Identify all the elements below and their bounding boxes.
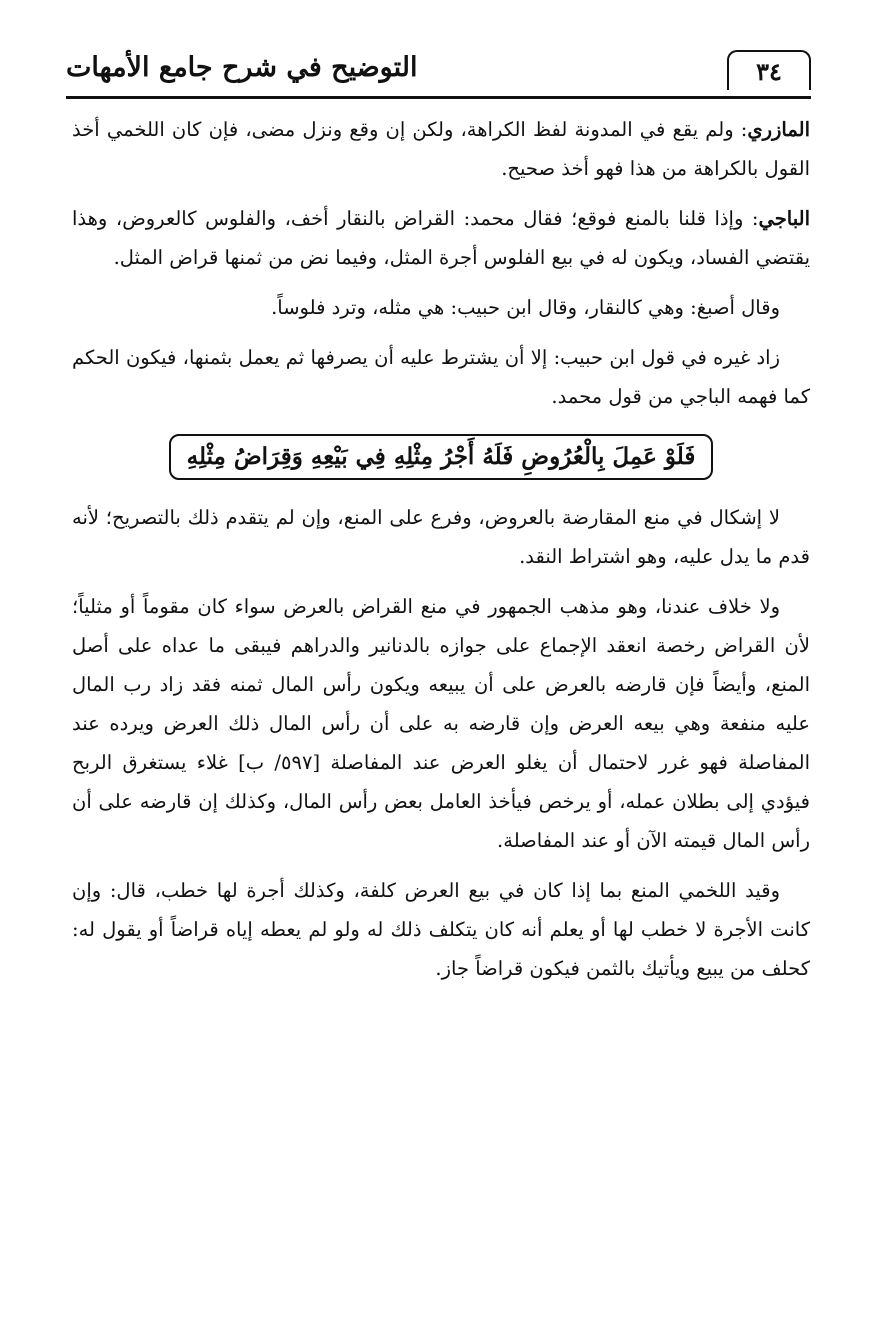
matn-text-box: فَلَوْ عَمِلَ بِالْعُرُوضِ فَلَهُ أَجْرُ مِثْلِهِ فِي بَيْعِهِ وَقِرَاضُ مِثْلِهِ	[169, 434, 714, 480]
paragraph-ibn-habib: زاد غيره في قول ابن حبيب: إلا أن يشترط عليه أن يصرفها ثم يعمل بثمنها، فيكون الحكم كما فهمه الباجي من قول محمد.	[72, 346, 810, 408]
paragraph-baji	[72, 199, 810, 277]
paragraph-asbagh: وقال أصبغ: وهي كالنقار، وقال ابن حبيب: هي مثله، وترد فلوساً.	[271, 296, 780, 319]
running-title: التوضيح في شرح جامع الأمهات	[66, 52, 418, 83]
paragraph-text: : وإذا قلنا بالمنع فوقع؛ فقال محمد: القراض بالنقار أخف، والفلوس كالعروض، وهذا يقتضي الفساد، ويكون له في بيع الفلوس أجرة المثل، وفيما نض من ثمنها قراض المثل.	[72, 207, 810, 269]
paragraph-mazari	[72, 110, 810, 188]
page-number: ٣٤	[727, 50, 811, 90]
speaker-name: المازري	[747, 118, 810, 141]
speaker-name: الباجي	[758, 207, 810, 230]
matn-container	[72, 434, 810, 480]
paragraph-text: : ولم يقع في المدونة لفظ الكراهة، ولكن إن وقع ونزل مضى، فإن كان اللخمي أخذ القول بالكراهة من هذا فهو أخذ صحيح.	[72, 118, 810, 180]
page-body	[72, 110, 810, 999]
header-divider	[66, 96, 811, 99]
commentary-paragraph: وقيد اللخمي المنع بما إذا كان في بيع العرض كلفة، وكذلك أجرة لها خطب، قال: وإن كانت الأجرة لا خطب لها أو يعلم أنه كان يتكلف ذلك له ولو لم يعطه إياه قراضاً أو يقول له: كحلف من يبيع ويأتيك بالثمن فيكون قراضاً جاز.	[72, 879, 810, 980]
commentary-paragraph: لا إشكال في منع المقارضة بالعروض، وفرع على المنع، وإن لم يتقدم ذلك بالتصريح؛ لأنه قدم ما يدل عليه، وهو اشتراط النقد.	[72, 506, 810, 568]
commentary-paragraph: ولا خلاف عندنا، وهو مذهب الجمهور في منع القراض بالعرض سواء كان مقوماً أو مثلياً؛ لأن القراض رخصة انعقد الإجماع على جوازه بالدنانير والدراهم فيبقى ما عداه على أصل المنع، وأيضاً فإن قارضه بالعرض على أن يبيعه ويكون رأس المال ثمنه فقد زاد رب المال عليه منفعة وهي بيعه العرض وإن قارضه به على أن رأس المال ذلك العرض ويرده عند المفاصلة فهو غرر لاحتمال أن يغلو العرض عند المفاصلة [٥٩٧/ ب] غلاء يستغرق الربح فيؤدي إلى بطلان عمله، أو يرخص فيأخذ العامل بعض رأس المال، وكذلك إن قارضه على أن رأس المال قيمته الآن أو عند المفاصلة.	[72, 595, 811, 852]
page-header	[66, 44, 811, 96]
